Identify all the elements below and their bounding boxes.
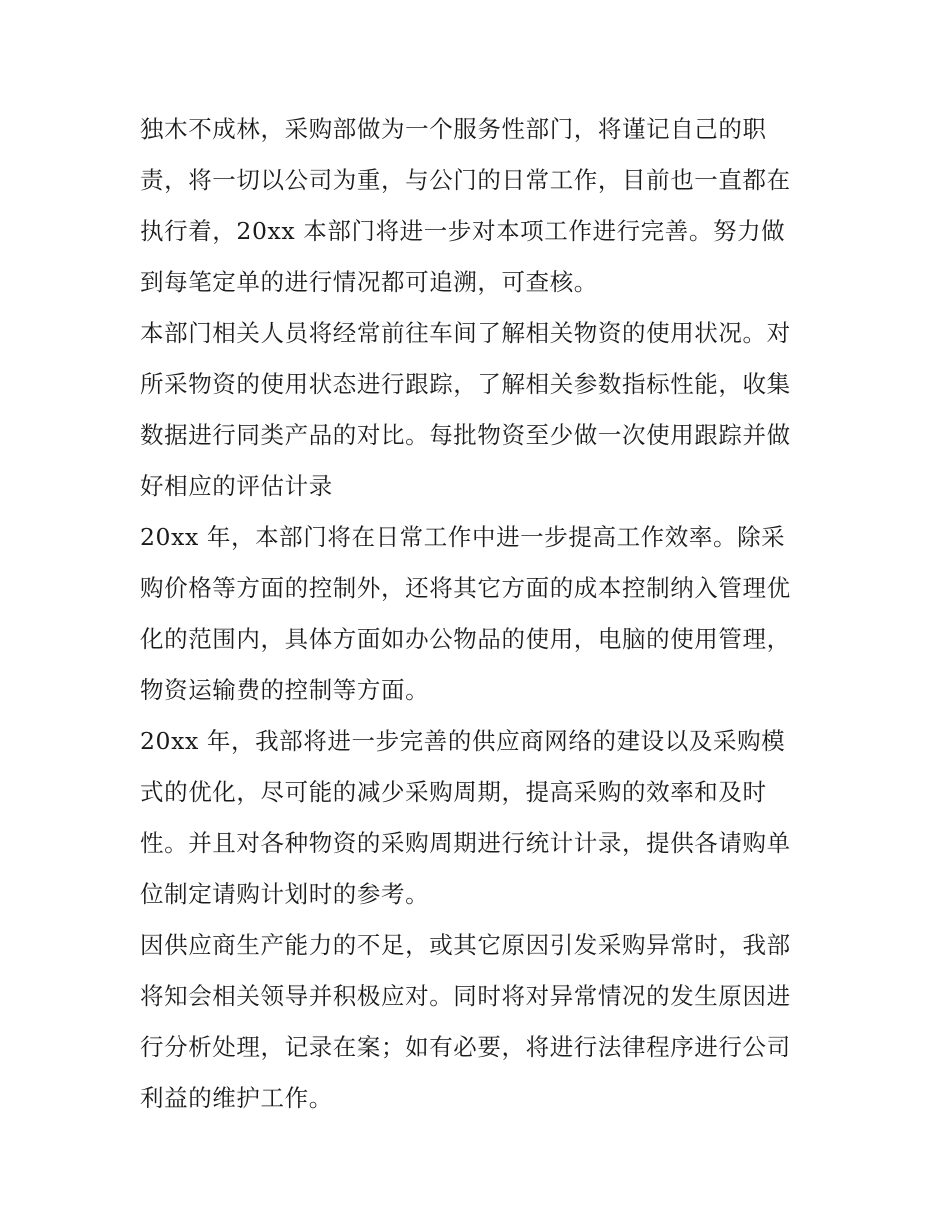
text-line: 化的范围内，具体方面如办公物品的使用，电脑的使用管理， bbox=[140, 625, 791, 653]
text-line: 20xx 年，本部门将在日常工作中进一步提高工作效率。除采 bbox=[140, 523, 786, 551]
text-line: 行分析处理，记录在案；如有必要，将进行法律程序进行公司 bbox=[140, 1033, 791, 1061]
text-line: 因供应商生产能力的不足，或其它原因引发采购异常时，我部 bbox=[140, 931, 791, 959]
text-line: 数据进行同类产品的对比。每批物资至少做一次使用跟踪并做 bbox=[140, 421, 791, 449]
text-line: 将知会相关领导并积极应对。同时将对异常情况的发生原因进 bbox=[140, 982, 791, 1010]
text-line: 责，将一切以公司为重，与公门的日常工作，目前也一直都在 bbox=[140, 166, 791, 194]
text-line: 好相应的评估计录 bbox=[140, 472, 333, 500]
text-line: 物资运输费的控制等方面。 bbox=[140, 676, 430, 704]
text-line: 本部门相关人员将经常前往车间了解相关物资的使用状况。对 bbox=[140, 319, 791, 347]
text-line: 利益的维护工作。 bbox=[140, 1084, 333, 1112]
text-line: 执行着，20xx 本部门将进一步对本项工作进行完善。努力做 bbox=[140, 217, 786, 245]
text-line: 20xx 年，我部将进一步完善的供应商网络的建设以及采购模 bbox=[140, 727, 786, 755]
text-line: 到每笔定单的进行情况都可追溯，可查核。 bbox=[140, 268, 598, 296]
text-line: 性。并且对各种物资的采购周期进行统计计录，提供各请购单 bbox=[140, 829, 791, 857]
paragraph-5 bbox=[140, 920, 815, 1124]
paragraph-4 bbox=[140, 716, 815, 920]
paragraph-1 bbox=[140, 104, 815, 308]
text-line: 所采物资的使用状态进行跟踪，了解相关参数指标性能，收集 bbox=[140, 370, 791, 398]
paragraph-3 bbox=[140, 512, 815, 716]
text-line: 位制定请购计划时的参考。 bbox=[140, 880, 430, 908]
text-line: 独木不成林，采购部做为一个服务性部门，将谨记自己的职 bbox=[140, 115, 767, 143]
paragraph-2 bbox=[140, 308, 815, 512]
text-line: 式的优化，尽可能的减少采购周期，提高采购的效率和及时 bbox=[140, 778, 767, 806]
document-body bbox=[140, 104, 815, 1124]
text-line: 购价格等方面的控制外，还将其它方面的成本控制纳入管理优 bbox=[140, 574, 791, 602]
